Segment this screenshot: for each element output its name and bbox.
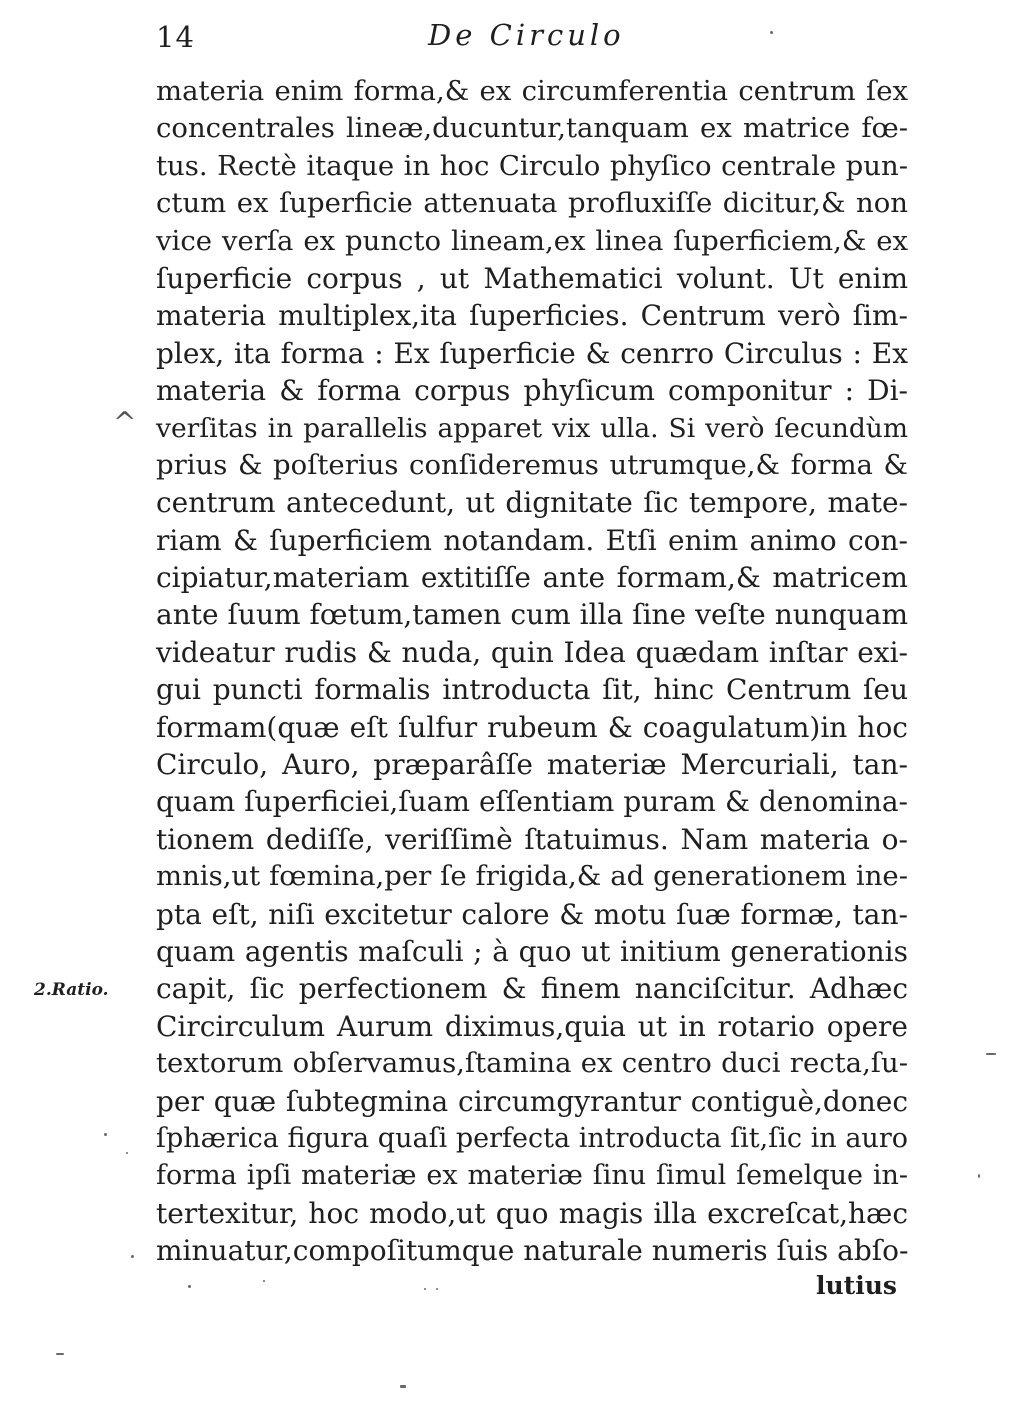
ink-speck (986, 1053, 996, 1055)
text-line: pta eſt, niſi excitetur calore & motu ſuæ formæ, tan- (156, 897, 908, 931)
ink-speck (56, 1353, 64, 1355)
text-line: cipiatur,materiam extitiſſe ante formam,& matricem (156, 561, 908, 595)
text-line: quam ſuperficiei,ſuam eſſentiam puram & denomina- (156, 785, 908, 819)
text-line: verſitas in parallelis apparet vix ulla. Si verò ſecundùm (156, 412, 908, 444)
text-line: vice verſa ex puncto lineam,ex linea ſuperficiem,& ex (156, 224, 908, 257)
margin-note: 2.Ratio. (34, 980, 109, 1000)
text-line: riam & ſuperficiem notandam. Etſi enim animo con- (156, 523, 908, 557)
text-line: tus. Rectè itaque in hoc Circulo phyſico centrale pun- (156, 149, 908, 182)
text-line: minuatur,compoſitumque naturale numeris ſuis abſo- (156, 1234, 909, 1268)
text-line: plex, ita forma : Ex ſuperficie & cenrro Circulus : Ex (156, 336, 908, 370)
ink-speck (424, 1288, 426, 1290)
running-title: De Circulo (428, 18, 625, 52)
ink-speck (263, 1280, 265, 1282)
text-line: concentrales lineæ,ducuntur,tanquam ex matrice fœ- (156, 112, 908, 145)
catchword: lutius (816, 1271, 897, 1300)
text-line: videatur rudis & nuda, quin Idea quædam inſtar exi- (156, 635, 908, 669)
text-line: tionem dediſſe, veriſſimè ſtatuimus. Nam materia o- (156, 822, 908, 856)
text-line: tertexitur, hoc modo,ut quo magis illa excreſcat,hæc (156, 1196, 908, 1230)
text-line: ante ſuum fœtum,tamen cum illa ſine veſte nunquam (156, 598, 908, 632)
text-line: centrum antecedunt, ut dignitate ſic tempore, mate- (156, 486, 908, 520)
text-line: Circulo, Auro, præparâſſe materiæ Mercuriali, tan- (156, 748, 908, 782)
ink-speck (188, 1285, 191, 1288)
ink-speck (126, 1152, 128, 1154)
text-line: formam(quæ eſt ſulfur rubeum & coagulatum)in hoc (156, 710, 908, 744)
text-line: quam agentis maſculi ; à quo ut initium generationis (156, 934, 908, 968)
page-number: 14 (156, 20, 195, 54)
body-text (156, 73, 908, 1270)
ink-speck (104, 1133, 107, 1136)
ink-speck (770, 31, 773, 34)
text-line: ſphærica figura quaſi perfecta introducta ſit,ſic in auro (156, 1122, 908, 1154)
text-line: ſuperficie corpus , ut Mathematici volunt. Ut enim (156, 261, 908, 295)
text-line: materia enim forma,& ex circumferentia centrum ſex (156, 75, 908, 107)
text-line: materia multiplex,ita ſuperficies. Centrum verò ſim- (156, 299, 908, 333)
ink-speck (978, 1174, 980, 1178)
text-line: mnis,ut fœmina,per ſe frigida,& ad generationem ine- (156, 860, 908, 893)
margin-insertion-mark: ^ (113, 406, 137, 439)
text-line: forma ipſi materiæ ex materiæ ſinu ſimul ſemelque in- (156, 1160, 908, 1192)
text-line: gui puncti formalis introducta ſit, hinc Centrum ſeu (156, 673, 908, 707)
text-line: Circirculum Aurum diximus,quia ut in rotario opere (156, 1009, 908, 1043)
text-line: materia & forma corpus phyſicum componitur : Di- (156, 374, 908, 408)
text-line: ctum ex ſuperficie attenuata profluxiſſe dicitur,& non (156, 187, 908, 220)
text-line: per quæ ſubtegmina circumgyrantur contiguè,donec (156, 1084, 908, 1118)
text-line: textorum obſervamus,ſtamina ex centro duci recta,ſu- (156, 1047, 908, 1080)
text-line: capit, ſic perfectionem & finem nanciſcitur. Adhæc (156, 972, 908, 1006)
ink-speck (400, 1385, 406, 1388)
ink-speck (131, 1255, 134, 1258)
text-line: prius & poſterius conſideremus utrumque,& forma & (156, 448, 908, 481)
ink-speck (436, 1288, 438, 1290)
